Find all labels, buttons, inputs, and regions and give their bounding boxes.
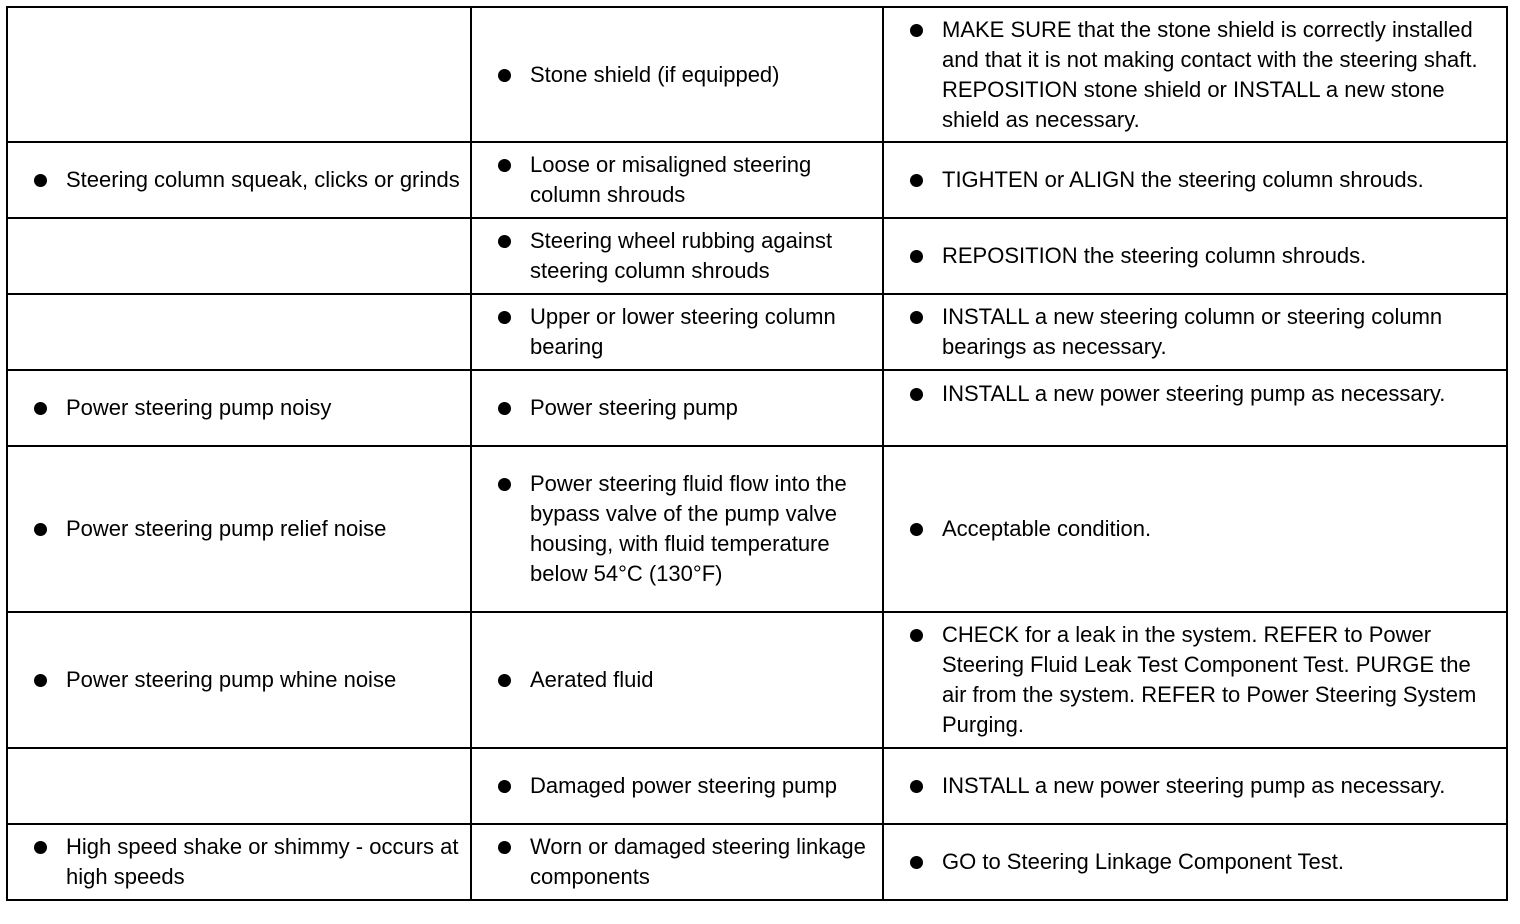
action-text: GO to Steering Linkage Component Test. — [942, 849, 1344, 874]
bullet-icon — [34, 174, 47, 187]
condition-text: Power steering pump whine noise — [66, 667, 397, 692]
condition-text: High speed shake or shimmy - occurs at high speeds — [66, 834, 459, 889]
bullet-icon — [498, 69, 511, 82]
list-item — [884, 514, 1506, 544]
list-item — [472, 302, 882, 362]
symptom-chart-table — [6, 6, 1508, 901]
action-text: CHECK for a leak in the system. REFER to Power Steering Fluid Leak Test Component Test. PURGE the air from the system. REFER to Power Steering System Purging. — [942, 622, 1477, 737]
source-text: Loose or misaligned steering column shrouds — [530, 152, 812, 207]
list-item — [472, 226, 882, 286]
action-cell — [883, 294, 1507, 370]
condition-text: Power steering pump relief noise — [66, 516, 387, 541]
action-cell — [883, 218, 1507, 294]
condition-cell — [7, 142, 471, 218]
source-text: Damaged power steering pump — [530, 773, 837, 798]
source-text: Power steering pump — [530, 395, 738, 420]
source-cell — [471, 7, 883, 142]
action-text: Acceptable condition. — [942, 516, 1152, 541]
bullet-icon — [34, 674, 47, 687]
action-cell — [883, 142, 1507, 218]
list-item — [884, 165, 1506, 195]
source-text: Upper or lower steering column bearing — [530, 304, 836, 359]
table-row — [7, 142, 1507, 218]
action-cell — [883, 748, 1507, 824]
source-cell — [471, 446, 883, 612]
table-row — [7, 370, 1507, 446]
list-item — [884, 15, 1506, 135]
source-text: Stone shield (if equipped) — [530, 61, 780, 87]
bullet-icon — [910, 174, 923, 187]
bullet-icon — [910, 629, 923, 642]
source-cell — [471, 612, 883, 748]
bullet-icon — [34, 523, 47, 536]
condition-cell — [7, 446, 471, 612]
action-text: MAKE SURE that the stone shield is correctly installed and that it is not making contact with the steering shaft. REPOSITION stone shield or INSTALL a new stone shield as necessary. — [942, 16, 1478, 132]
bullet-icon — [498, 780, 511, 793]
action-text: REPOSITION the steering column shrouds. — [942, 243, 1367, 268]
list-item — [8, 514, 470, 544]
list-item — [472, 150, 882, 210]
list-item — [472, 771, 882, 801]
source-cell — [471, 294, 883, 370]
list-item — [884, 620, 1506, 740]
table-row — [7, 612, 1507, 748]
source-cell — [471, 142, 883, 218]
condition-cell — [7, 7, 471, 142]
bullet-icon — [498, 674, 511, 687]
list-item — [472, 60, 882, 90]
bullet-icon — [910, 250, 923, 263]
source-cell — [471, 370, 883, 446]
list-item — [8, 832, 470, 892]
action-cell — [883, 612, 1507, 748]
action-text: INSTALL a new power steering pump as necessary. — [942, 381, 1446, 406]
source-text: Aerated fluid — [530, 667, 654, 692]
condition-cell — [7, 370, 471, 446]
source-cell — [471, 218, 883, 294]
source-cell — [471, 748, 883, 824]
list-item — [884, 302, 1506, 362]
table-row — [7, 446, 1507, 612]
bullet-icon — [34, 841, 47, 854]
bullet-icon — [910, 388, 923, 401]
bullet-icon — [910, 523, 923, 536]
list-item — [472, 832, 882, 892]
bullet-icon — [498, 841, 511, 854]
list-item — [884, 379, 1506, 409]
list-item — [884, 847, 1506, 877]
table-row — [7, 824, 1507, 900]
condition-cell — [7, 218, 471, 294]
list-item — [8, 665, 470, 695]
bullet-icon — [498, 159, 511, 172]
bullet-icon — [910, 780, 923, 793]
bullet-icon — [498, 235, 511, 248]
action-text: INSTALL a new power steering pump as necessary. — [942, 773, 1446, 798]
list-item — [472, 665, 882, 695]
list-item — [8, 165, 470, 195]
bullet-icon — [910, 24, 923, 37]
list-item — [884, 241, 1506, 271]
list-item — [472, 469, 882, 589]
bullet-icon — [498, 311, 511, 324]
bullet-icon — [498, 478, 511, 491]
bullet-icon — [498, 402, 511, 415]
table-row — [7, 294, 1507, 370]
source-text: Worn or damaged steering linkage components — [530, 834, 866, 889]
condition-text: Power steering pump noisy — [66, 395, 332, 420]
action-cell — [883, 446, 1507, 612]
action-cell — [883, 7, 1507, 142]
condition-text: Steering column squeak, clicks or grinds — [66, 167, 460, 192]
action-text: TIGHTEN or ALIGN the steering column shrouds. — [942, 167, 1424, 192]
list-item — [8, 393, 470, 423]
condition-cell — [7, 612, 471, 748]
bullet-icon — [910, 311, 923, 324]
bullet-icon — [910, 856, 923, 869]
condition-cell — [7, 824, 471, 900]
action-text: INSTALL a new steering column or steering column bearings as necessary. — [942, 304, 1443, 359]
table-row — [7, 218, 1507, 294]
source-text: Steering wheel rubbing against steering column shrouds — [530, 228, 833, 283]
bullet-icon — [34, 402, 47, 415]
table-row — [7, 7, 1507, 142]
condition-cell — [7, 748, 471, 824]
source-text: Power steering fluid flow into the bypass valve of the pump valve housing, with fluid temperature below 54°C (130°F) — [530, 471, 847, 586]
source-cell — [471, 824, 883, 900]
table-row — [7, 748, 1507, 824]
action-cell — [883, 370, 1507, 446]
condition-cell — [7, 294, 471, 370]
action-cell — [883, 824, 1507, 900]
list-item — [884, 771, 1506, 801]
list-item — [472, 393, 882, 423]
